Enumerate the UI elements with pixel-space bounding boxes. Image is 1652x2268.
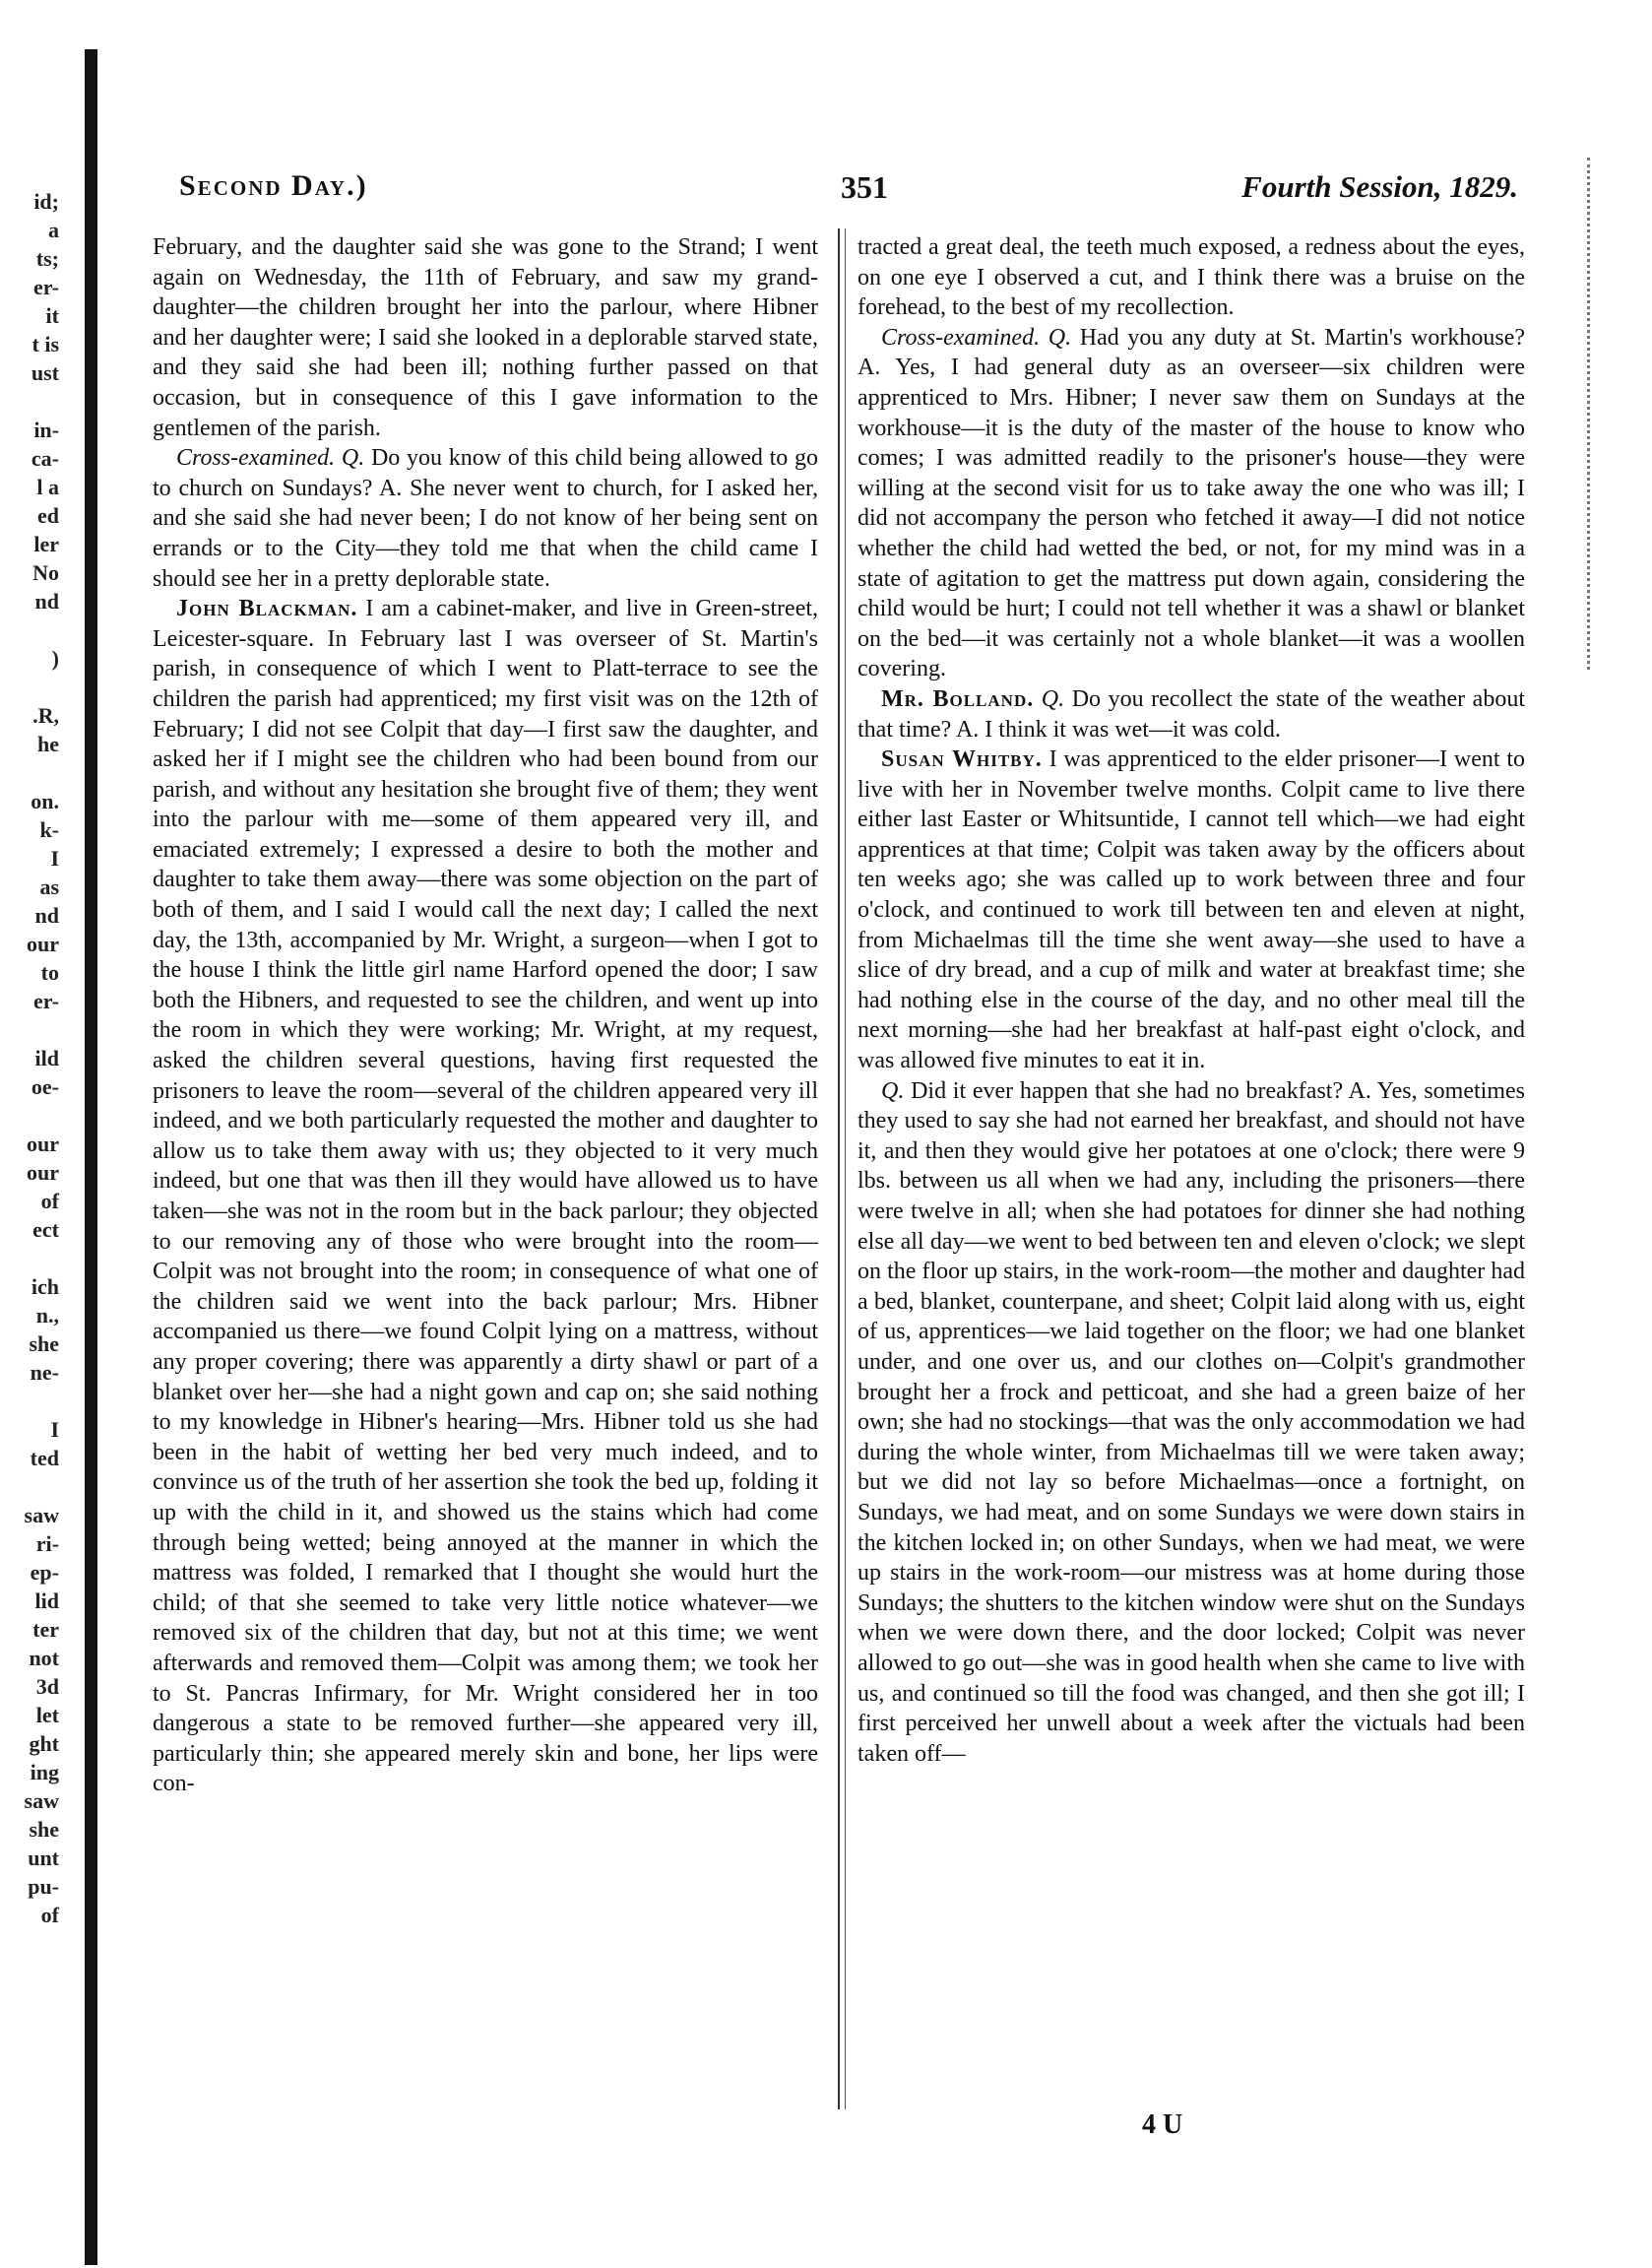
paragraph	[153, 232, 818, 443]
margin-fragment: ler	[33, 532, 59, 556]
margin-fragment: a	[48, 218, 59, 242]
margin-fragment: on.	[31, 789, 59, 813]
margin-fragment: ri-	[35, 1531, 59, 1556]
margin-fragment: ted	[30, 1446, 59, 1470]
signature-mark: 4 U	[1142, 2109, 1183, 2140]
margin-fragment: I	[50, 846, 59, 871]
left-margin-fragments	[0, 187, 59, 1929]
margin-fragment: ing	[30, 1760, 59, 1784]
margin-fragment: ed	[37, 503, 59, 528]
margin-fragment: it	[45, 303, 59, 328]
margin-fragment: er-	[32, 275, 59, 299]
speaker-name: John Blackman.	[176, 596, 358, 622]
margin-fragment: of	[40, 1189, 59, 1213]
paragraph	[153, 443, 818, 594]
paragraph	[858, 684, 1525, 745]
right-edge-dots	[1587, 158, 1604, 670]
margin-fragment: No	[32, 560, 59, 585]
margin-fragment: he	[37, 732, 59, 756]
margin-fragment	[0, 387, 59, 416]
margin-fragment: saw	[24, 1788, 59, 1813]
margin-fragment: .R,	[32, 703, 59, 728]
paragraph	[858, 232, 1525, 323]
right-column	[858, 232, 1525, 1769]
margin-fragment: ght	[29, 1731, 59, 1756]
margin-fragment: as	[39, 875, 59, 899]
paragraph-text: tracted a great deal, the teeth much exposed, a redness about the eyes, on one eye I observed a cut, and I think there was a bruise on the forehead, to the best of my recollection.	[858, 234, 1525, 321]
margin-fragment: pu-	[28, 1874, 59, 1899]
question-label: Q.	[1048, 324, 1072, 351]
header-right: Fourth Session, 1829.	[1241, 169, 1518, 204]
margin-fragment: ect	[32, 1217, 59, 1242]
margin-fragment: she	[29, 1817, 59, 1842]
margin-fragment: nd	[34, 903, 59, 928]
margin-fragment: n.,	[35, 1303, 59, 1328]
margin-fragment	[0, 1101, 59, 1130]
margin-fragment: ca-	[31, 446, 59, 471]
margin-fragment: let	[35, 1703, 59, 1727]
margin-fragment	[0, 673, 59, 701]
margin-fragment: she	[29, 1331, 59, 1356]
paragraph	[858, 323, 1525, 684]
margin-fragment: l a	[36, 475, 59, 499]
margin-fragment: ne-	[30, 1360, 59, 1385]
paragraph-text: February, and the daughter said she was gone to the Strand; I went again on Wednesday, the 11th of February, and saw my grand-daughter—the children brought her into the parlour, where Hibner and her daughter were; I said she looked in a deplorable starved state, and they said she had been ill; nothing further passed on that occasion, but in consequence of this I gave information to the gentlemen of the parish.	[153, 234, 818, 441]
paragraph-text: I was apprenticed to the elder prisoner—I went to live with her in November twelve months. Colpit came to live there either last Easter or Whitsuntide, I cannot tell which—we had eight apprentices at that time; Colpit was taken away by the officers about ten weeks ago; she was called up to work between three and four o'clock, and continued to work till between ten and eleven at night, from Michaelmas till the time she went away—she used to have a slice of dry bread, and a cup of milk and water at breakfast time; she had nothing else in the course of the day, and no other meal till the next morning—she had her breakfast at half-past eight o'clock, and was allowed five minutes to eat it in.	[858, 746, 1526, 1074]
question-label: Q.	[881, 1077, 905, 1104]
speaker-name: Mr. Bolland.	[881, 685, 1035, 712]
margin-fragment: I	[50, 1417, 59, 1442]
margin-fragment: nd	[34, 589, 59, 614]
paragraph-text: Do you know of this child being allowed to go to church on Sundays? A. She never went to church, for I asked her, and she said she had never been; I do not know of her being sent on errands or to the City—they told me that when the child came I should see her in a pretty deplorable state.	[153, 445, 819, 592]
question-label: Q.	[1041, 685, 1065, 712]
margin-fragment: id;	[33, 189, 59, 214]
margin-fragment: ts;	[35, 246, 59, 271]
margin-fragment	[0, 1015, 59, 1044]
page-header	[179, 169, 1518, 213]
margin-fragment: )	[51, 646, 59, 671]
paragraph-text: Do you recollect the state of the weather about that time? A. I think it was wet—it was cold.	[858, 685, 1526, 743]
page-number: 351	[841, 169, 888, 205]
paragraph	[858, 745, 1525, 1076]
margin-fragment: saw	[24, 1503, 59, 1527]
margin-fragment: ust	[31, 360, 59, 385]
margin-fragment: er-	[32, 989, 59, 1013]
margin-fragment	[0, 616, 59, 644]
binding-spine	[85, 49, 97, 2265]
margin-fragment: our	[27, 1160, 59, 1185]
margin-fragment: lid	[34, 1588, 59, 1613]
margin-fragment: not	[29, 1646, 59, 1670]
margin-fragment: k-	[39, 817, 59, 842]
examination-label: Cross-examined.	[176, 445, 336, 472]
margin-fragment	[0, 1387, 59, 1415]
margin-fragment: of	[40, 1903, 59, 1927]
paragraph	[153, 594, 818, 1799]
margin-fragment: 3d	[35, 1674, 59, 1699]
margin-fragment: to	[40, 960, 59, 985]
examination-label: Cross-examined.	[881, 324, 1041, 351]
margin-fragment: ich	[31, 1274, 59, 1299]
header-left: Second Day.)	[179, 169, 368, 202]
margin-fragment: ild	[34, 1046, 59, 1070]
margin-fragment: ter	[32, 1617, 59, 1642]
margin-fragment: in-	[33, 418, 59, 442]
question-label: Q.	[341, 445, 365, 472]
paragraph	[858, 1076, 1525, 1770]
margin-fragment	[0, 758, 59, 787]
margin-fragment: unt	[28, 1846, 59, 1870]
margin-fragment	[0, 1244, 59, 1272]
margin-fragment: t is	[32, 332, 59, 356]
paragraph-text: I am a cabinet-maker, and live in Green-street, Leicester-square. In February last I was overseer of St. Martin's parish, in consequence of which I went to Platt-terrace to see the children the parish had apprenticed; my first visit was on the 12th of February; I did not see Colpit that day—I first saw the daughter, and asked her if I might see the children who had been bound from our parish, and without any hesitation she brought five of them; they went into the parlour with me—some of them appeared very ill, and emaciated extremely; I expressed a desire to both the mother and daughter to take them away—there was some objection on the part of both of them, and I said I would call the next day; I called the next day, the 13th, accompanied by Mr. Wright, a surgeon—when I got to the house I think the little girl name Harford opened the door; I saw both the Hibners, and requested to see the children, and went up into the room in which they were working; Mr. Wright, at my request, asked the children several questions, having first requested the prisoners to leave the room—several of the children appeared very ill indeed, and we both particularly requested the mother and daughter to allow us to take them away with us; they objected to it very much indeed, but one that was then ill they would have allowed us to have taken—she was not in the room but in the back parlour; they objected to our removing any of those who were brought into the room—Colpit was not brought into the room; in consequence of what one of the children said we went into the back parlour; Mrs. Hibner accompanied us there—we found Colpit lying on a mattress, without any proper covering; there was apparently a dirty shawl or part of a blanket over her—she had a night gown and cap on; she said nothing to my knowledge in Hibner's hearing—Mrs. Hibner told us she had been in the habit of wetting her bed very much indeed, and to convince us of the truth of her assertion she took the bed up, folding it up with the child in it, and showed us the stains which had come through being wetted; being annoyed at the manner in which the mattress was folded, I remarked that I thought she would hurt the child; of that she seemed to take very little notice whatever—we removed six of the children that day, but not at this time; we went afterwards and removed them—Colpit was among them; we took her to St. Pancras Infirmary, for Mr. Wright considered her in too dangerous a state to be removed further—she appeared very ill, particularly thin; she appeared merely skin and bone, her lips were con-	[153, 596, 819, 1797]
margin-fragment	[0, 1472, 59, 1501]
column-rule	[838, 228, 846, 2109]
paragraph-text: Did it ever happen that she had no breakfast? A. Yes, sometimes they used to say she had not earned her breakfast, and should not have it, and then they would give her potatoes at one o'clock; there were 9 lbs. between us all when we had any, including the prisoners—there were twelve in all; when she had potatoes for dinner she had nothing else all day—we went to bed between ten and eleven o'clock; we slept on the floor up stairs, in the work-room—the mother and daughter had a bed, blanket, counterpane, and sheet; Colpit laid along with us, eight of us, apprentices—we laid together on the floor; we had one blanket under, and one over us, and our clothes on—Colpit's grandmother brought her a frock and petticoat, and she had a green baize of her own; she had no stockings—that was the only accommodation we had during the whole winter, from Michaelmas till we were taken away; but we did not lay so before Michaelmas—once a fortnight, on Sundays, we had meat, and on some Sundays we were down stairs in the kitchen locked in; on other Sundays, when we had meat, we were up stairs in the work-room—our mistress was at home during those Sundays; the shutters to the kitchen window were shut on the Sundays when we were down there, and the door locked; Colpit was never allowed to go out—she was in good health when she came to live with us, and continued so till the food was changed, and then she got ill; I first perceived her unwell about a week after the victuals had been taken off—	[858, 1077, 1525, 1767]
margin-fragment: our	[27, 1132, 59, 1156]
margin-fragment: our	[27, 932, 59, 956]
margin-fragment: oe-	[31, 1074, 59, 1099]
paragraph-text: Had you any duty at St. Martin's workhouse? A. Yes, I had general duty as an overseer—six children were apprenticed to Mrs. Hibner; I never saw them on Sundays at the workhouse—it is the duty of the master of the house to know who comes; I was admitted readily to the prisoner's house—they were willing at the second visit for us to take away the one who was ill; I did not accompany the person who fetched it away—I did not notice whether the child had wetted the bed, or not, for my mind was in a state of agitation to get the mattress put down again, considering the child would be hurt; I could not tell whether it was a shawl or blanket on the bed—it was certainly not a whole blanket—it was a woollen covering.	[858, 324, 1526, 682]
margin-fragment: ep-	[30, 1560, 59, 1585]
speaker-name: Susan Whitby.	[881, 746, 1043, 773]
left-column	[153, 232, 818, 1799]
